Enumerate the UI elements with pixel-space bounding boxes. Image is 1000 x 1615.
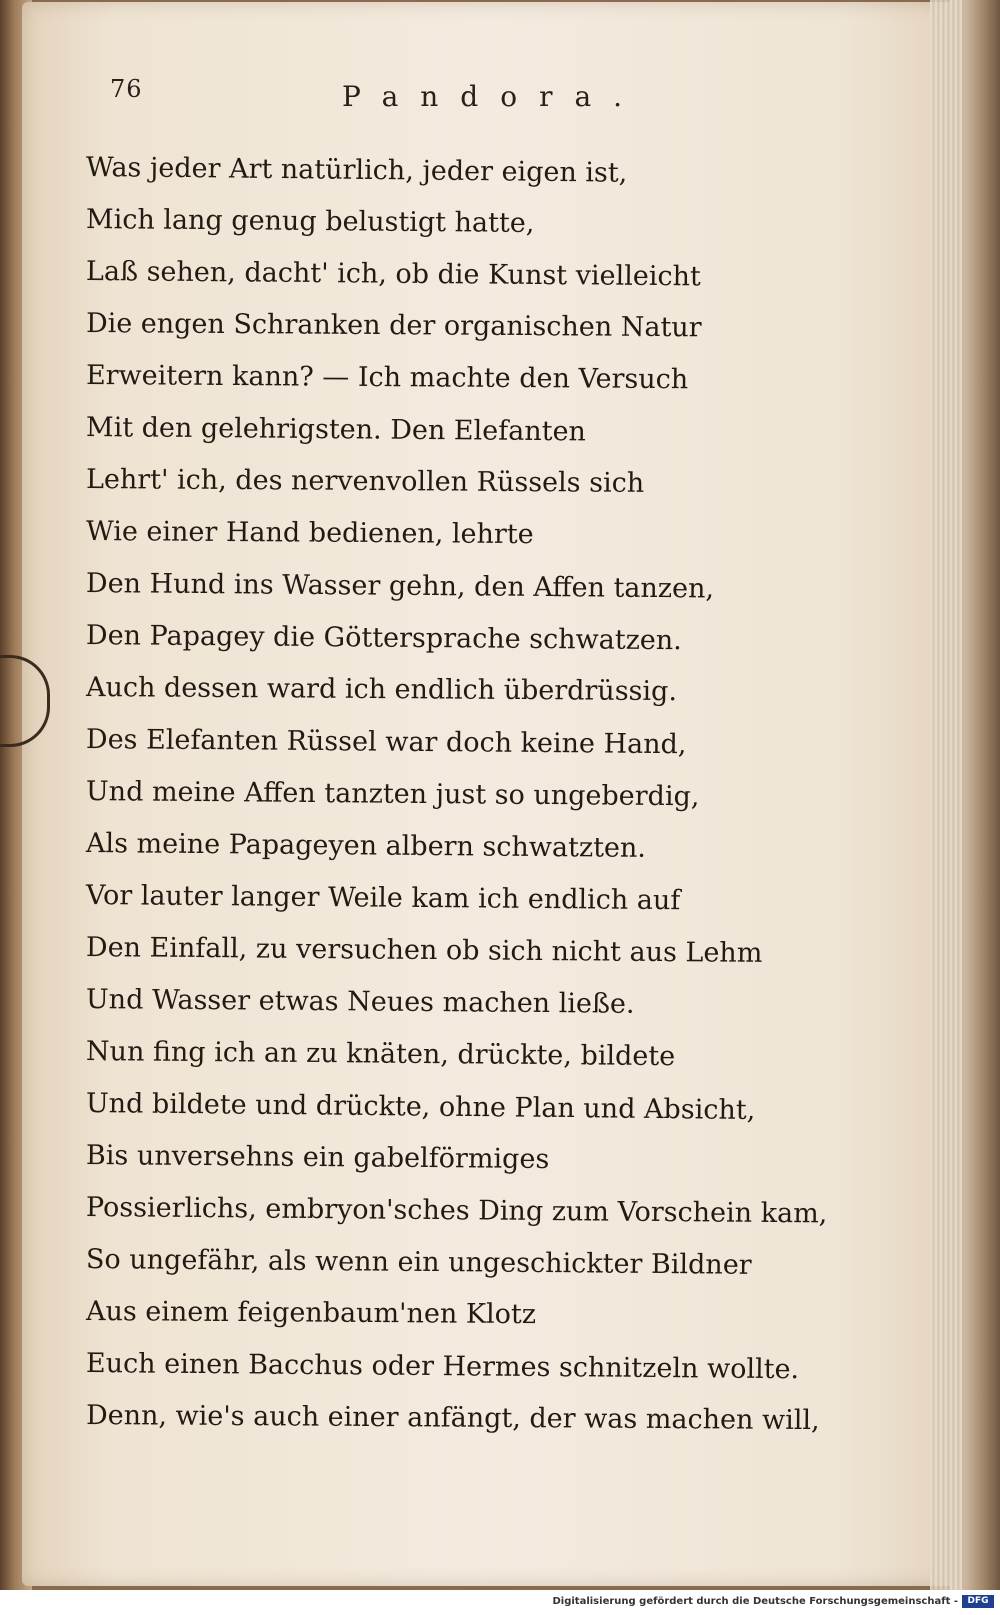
verse-line: Bis unversehns ein gabelförmiges (85, 1140, 550, 1176)
footer-bar (0, 1590, 1000, 1615)
verse-line: Und meine Affen tanzten just so ungeberdig, (85, 776, 700, 813)
verse-line: Lehrt' ich, des nervenvollen Rüssels sich (85, 464, 645, 499)
verse-line: Den Einfall, zu versuchen ob sich nicht aus Lehm (85, 932, 763, 969)
verse-line: Aus einem feigenbaum'nen Klotz (85, 1296, 537, 1331)
verse-line: Als meine Papageyen albern schwatzten. (85, 828, 647, 864)
verse-line: So ungefähr, als wenn ein ungeschickter Bildner (85, 1244, 752, 1281)
book-page (22, 2, 952, 1586)
verse-line: Laß sehen, dacht' ich, ob die Kunst vielleicht (85, 256, 701, 293)
verse-text (85, 142, 828, 1442)
dfg-logo: DFG (962, 1595, 994, 1608)
verse-line: Euch einen Bacchus oder Hermes schnitzeln wollte. (85, 1348, 800, 1386)
verse-line: Den Hund ins Wasser gehn, den Affen tanzen, (85, 568, 715, 605)
running-title: Pandora. (342, 80, 645, 113)
verse-line: Mich lang genug belustigt hatte, (85, 204, 535, 239)
verse-line: Vor lauter langer Weile kam ich endlich auf (85, 880, 681, 917)
page-number: 76 (110, 75, 143, 103)
verse-line: Den Papagey die Göttersprache schwatzen. (85, 620, 682, 657)
verse-line: Auch dessen ward ich endlich überdrüssig. (85, 672, 678, 708)
footer-credit: Digitalisierung gefördert durch die Deutsche Forschungsgemeinschaft - (552, 1596, 958, 1607)
verse-line: Possierlichs, embryon'sches Ding zum Vorschein kam, (85, 1192, 828, 1230)
verse-line: Wie einer Hand bedienen, lehrte (85, 516, 534, 551)
verse-line: Denn, wie's auch einer anfängt, der was machen will, (85, 1400, 820, 1437)
verse-line: Mit den gelehrigsten. Den Elefanten (85, 412, 587, 448)
page-stack-edge (930, 0, 962, 1590)
verse-line: Die engen Schranken der organischen Natur (85, 308, 702, 344)
verse-line: Und bildete und drückte, ohne Plan und Absicht, (85, 1088, 756, 1127)
verse-line: Des Elefanten Rüssel war doch keine Hand, (85, 724, 687, 761)
verse-line: Und Wasser etwas Neues machen ließe. (85, 984, 635, 1020)
verse-line: Nun fing ich an zu knäten, drückte, bildete (85, 1036, 676, 1073)
verse-line: Was jeder Art natürlich, jeder eigen ist, (85, 152, 628, 189)
verse-line: Erweitern kann? — Ich machte den Versuch (85, 360, 689, 396)
